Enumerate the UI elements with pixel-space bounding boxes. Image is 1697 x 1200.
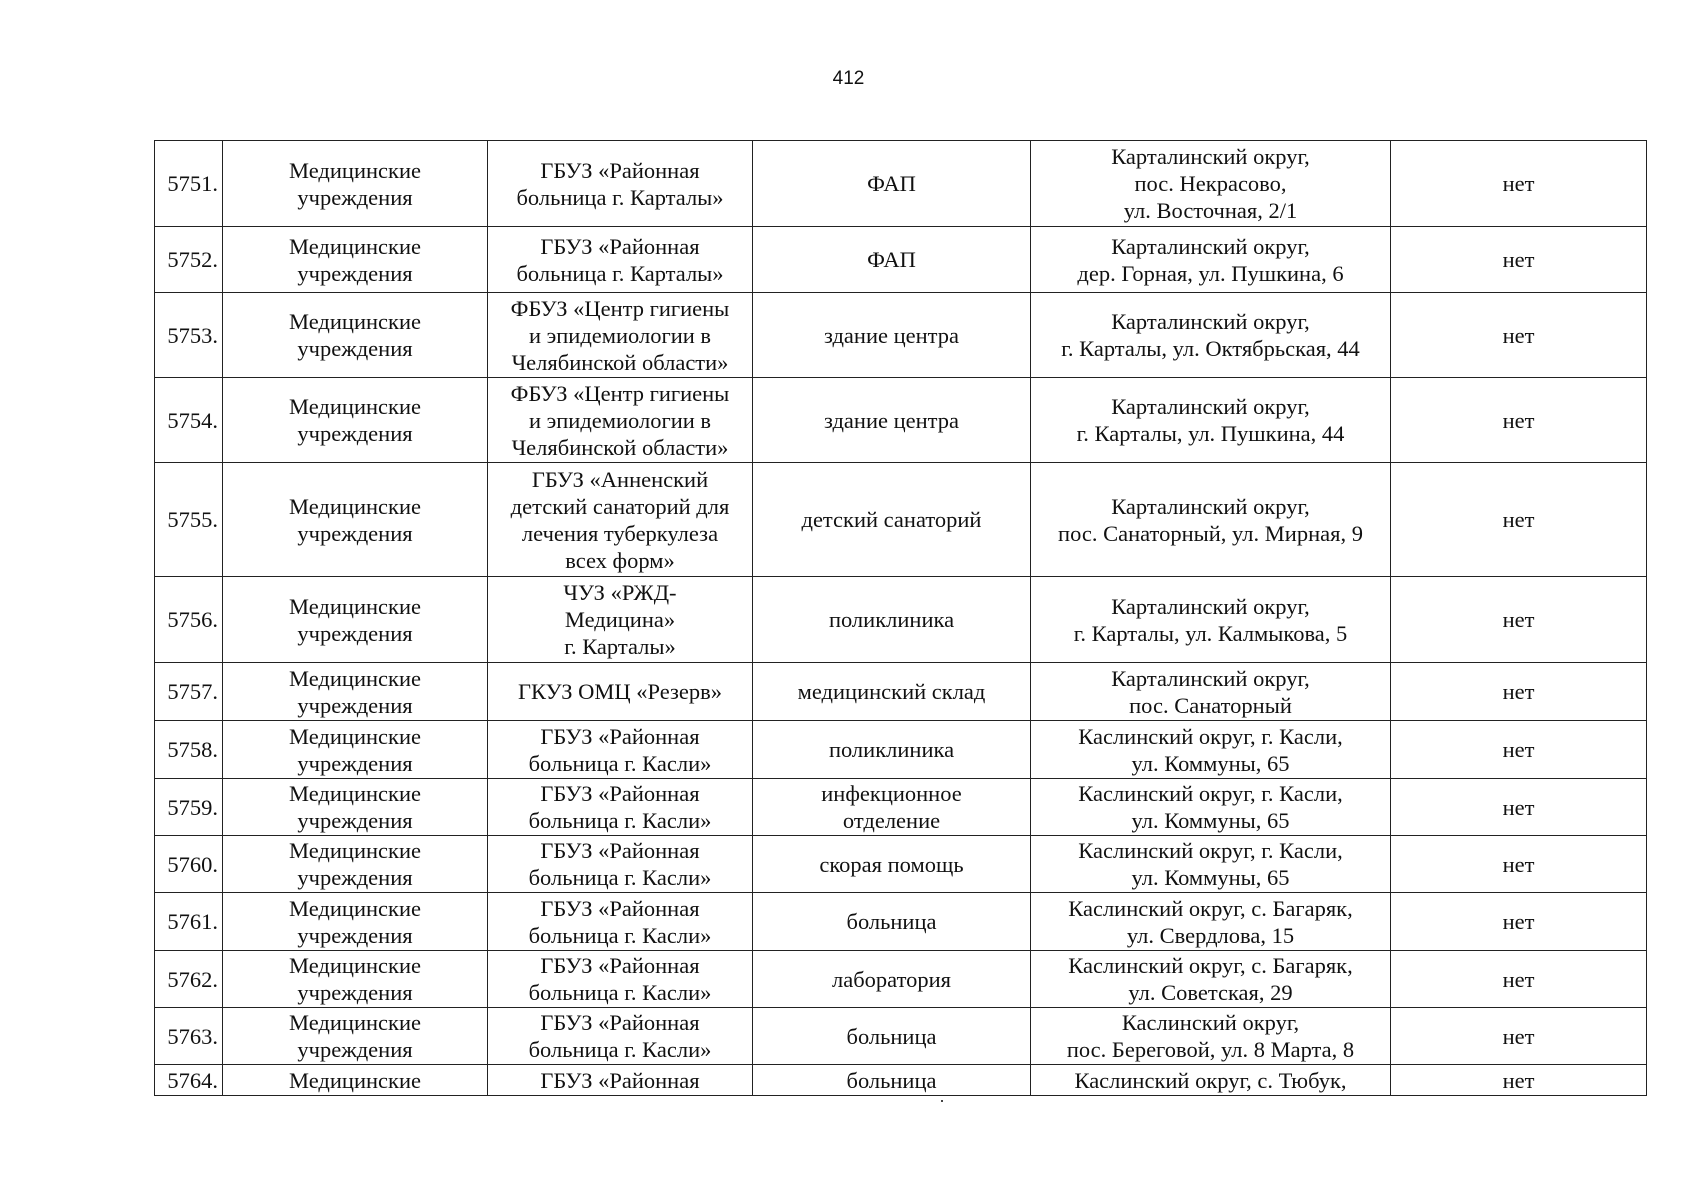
category-cell bbox=[223, 141, 488, 227]
row-number-cell bbox=[155, 1065, 223, 1096]
cell-line: Медицинские bbox=[289, 157, 421, 183]
status-cell bbox=[1391, 893, 1647, 951]
cell-line: Карталинский округ, bbox=[1111, 309, 1310, 334]
organization-cell bbox=[488, 663, 753, 721]
organization-cell bbox=[488, 1008, 753, 1065]
cell-line: учреждения bbox=[297, 336, 413, 361]
table-row bbox=[155, 293, 1647, 378]
cell-line: пос. Санаторный, ул. Мирная, 9 bbox=[1058, 520, 1363, 546]
cell-line: ГБУЗ «Районная bbox=[540, 1010, 700, 1035]
organization-cell bbox=[488, 378, 753, 463]
cell-line: и эпидемиологии в bbox=[528, 407, 712, 433]
organization-cell bbox=[488, 721, 753, 779]
cell-text: нет bbox=[1502, 794, 1535, 820]
category-cell bbox=[223, 893, 488, 951]
organization-cell bbox=[488, 463, 753, 577]
table-row bbox=[155, 463, 1647, 577]
cell-line: Медицинские bbox=[289, 1067, 421, 1093]
cell-line: ФАП bbox=[867, 247, 916, 272]
category-cell bbox=[223, 779, 488, 836]
cell-text: 5756. bbox=[167, 607, 218, 632]
object-type-cell bbox=[753, 951, 1031, 1008]
object-type-cell bbox=[753, 1065, 1031, 1096]
table-row bbox=[155, 378, 1647, 463]
row-number-cell bbox=[155, 836, 223, 893]
cell-line: Карталинский округ, bbox=[1111, 233, 1310, 259]
object-type-cell bbox=[753, 663, 1031, 721]
cell-line: ГБУЗ «Районная bbox=[540, 895, 700, 921]
cell-line: Карталинский округ, bbox=[1111, 593, 1310, 619]
cell-line: учреждения bbox=[297, 922, 413, 948]
cell-text: 5762. bbox=[167, 966, 218, 992]
cell-line: детский санаторий для bbox=[510, 493, 730, 519]
cell-line: ГБУЗ «Районная bbox=[540, 838, 700, 863]
cell-line: г. Карталы» bbox=[564, 634, 676, 659]
row-number-cell bbox=[155, 227, 223, 293]
cell-line: Каслинский округ, г. Касли, bbox=[1078, 723, 1343, 749]
table-row bbox=[155, 141, 1647, 227]
cell-line: ул. Коммуны, 65 bbox=[1131, 865, 1290, 890]
table-row bbox=[155, 836, 1647, 893]
cell-text: 5761. bbox=[167, 909, 218, 934]
cell-line: Челябинской области» bbox=[511, 349, 729, 375]
cell-line: здание центра bbox=[823, 407, 960, 433]
cell-line: больница bbox=[846, 1023, 937, 1049]
address-cell bbox=[1031, 463, 1391, 577]
address-cell bbox=[1031, 141, 1391, 227]
row-number-cell bbox=[155, 721, 223, 779]
cell-line: Медицинские bbox=[289, 665, 421, 691]
cell-line: пос. Береговой, ул. 8 Марта, 8 bbox=[1066, 1037, 1355, 1062]
cell-line: ГКУЗ ОМЦ «Резерв» bbox=[518, 679, 722, 704]
table-row bbox=[155, 1008, 1647, 1065]
cell-text: нет bbox=[1502, 507, 1535, 532]
status-cell bbox=[1391, 378, 1647, 463]
cell-line: Медицинские bbox=[289, 233, 421, 259]
scan-speck bbox=[941, 1100, 943, 1102]
cell-text: нет bbox=[1502, 679, 1535, 704]
address-cell bbox=[1031, 951, 1391, 1008]
cell-line: Медицинские bbox=[289, 1010, 421, 1035]
cell-line: и эпидемиологии в bbox=[528, 322, 712, 348]
category-cell bbox=[223, 577, 488, 663]
cell-line: ФБУЗ «Центр гигиены bbox=[510, 380, 730, 406]
category-cell bbox=[223, 463, 488, 577]
cell-line: г. Карталы, ул. Пушкина, 44 bbox=[1076, 421, 1345, 446]
cell-line: скорая помощь bbox=[819, 851, 964, 877]
cell-line: лечения туберкулеза bbox=[521, 520, 719, 546]
cell-text: нет bbox=[1502, 851, 1535, 877]
row-number-cell bbox=[155, 293, 223, 378]
cell-line: больница г. Касли» bbox=[528, 922, 712, 948]
registry-table bbox=[154, 140, 1647, 1096]
cell-line: учреждения bbox=[297, 520, 413, 546]
cell-line: Медицинские bbox=[289, 394, 421, 419]
cell-line: учреждения bbox=[297, 260, 413, 286]
status-cell bbox=[1391, 663, 1647, 721]
row-number-cell bbox=[155, 951, 223, 1008]
category-cell bbox=[223, 293, 488, 378]
address-cell bbox=[1031, 779, 1391, 836]
cell-line: Медицинские bbox=[289, 493, 421, 519]
organization-cell bbox=[488, 227, 753, 293]
cell-text: нет bbox=[1502, 247, 1535, 272]
cell-line: Карталинский округ, bbox=[1111, 493, 1310, 519]
table-row bbox=[155, 227, 1647, 293]
cell-line: Каслинский округ, с. Багаряк, bbox=[1068, 953, 1353, 978]
cell-line: пос. Некрасово, bbox=[1134, 171, 1287, 196]
cell-line: ГБУЗ «Районная bbox=[540, 1067, 700, 1093]
object-type-cell bbox=[753, 227, 1031, 293]
table-row bbox=[155, 893, 1647, 951]
cell-line: ФАП bbox=[867, 171, 916, 196]
cell-text: 5753. bbox=[167, 322, 218, 348]
status-cell bbox=[1391, 293, 1647, 378]
cell-line: г. Карталы, ул. Октябрьская, 44 bbox=[1061, 336, 1360, 361]
row-number-cell bbox=[155, 463, 223, 577]
table-row bbox=[155, 721, 1647, 779]
status-cell bbox=[1391, 836, 1647, 893]
cell-line: Медицинские bbox=[289, 723, 421, 749]
cell-line: Медицинские bbox=[289, 593, 421, 619]
cell-line: Каслинский округ, с. Багаряк, bbox=[1068, 895, 1353, 921]
cell-line: больница г. Касли» bbox=[528, 980, 712, 1005]
cell-text: нет bbox=[1502, 909, 1535, 934]
object-type-cell bbox=[753, 721, 1031, 779]
cell-line: ул. Коммуны, 65 bbox=[1131, 808, 1290, 833]
object-type-cell bbox=[753, 893, 1031, 951]
status-cell bbox=[1391, 463, 1647, 577]
cell-line: Медицинские bbox=[289, 953, 421, 978]
cell-line: ГБУЗ «Анненский bbox=[531, 466, 709, 492]
cell-line: здание центра bbox=[823, 322, 960, 348]
cell-text: нет bbox=[1502, 1067, 1535, 1093]
cell-line: больница bbox=[846, 909, 937, 934]
cell-text: нет bbox=[1502, 322, 1535, 348]
table-row bbox=[155, 951, 1647, 1008]
cell-line: больница г. Касли» bbox=[528, 1037, 712, 1062]
cell-text: 5757. bbox=[167, 679, 218, 704]
cell-text: нет bbox=[1502, 607, 1535, 632]
table-row bbox=[155, 1065, 1647, 1096]
row-number-cell bbox=[155, 378, 223, 463]
object-type-cell bbox=[753, 577, 1031, 663]
object-type-cell bbox=[753, 293, 1031, 378]
status-cell bbox=[1391, 141, 1647, 227]
object-type-cell bbox=[753, 141, 1031, 227]
organization-cell bbox=[488, 836, 753, 893]
cell-line: Медицина» bbox=[564, 607, 676, 632]
object-type-cell bbox=[753, 836, 1031, 893]
cell-line: Медицинские bbox=[289, 838, 421, 863]
cell-line: больница г. Касли» bbox=[528, 865, 712, 890]
cell-line: ГБУЗ «Районная bbox=[540, 781, 700, 806]
status-cell bbox=[1391, 1008, 1647, 1065]
object-type-cell bbox=[753, 779, 1031, 836]
cell-text: нет bbox=[1502, 737, 1535, 762]
cell-text: нет bbox=[1502, 966, 1535, 992]
cell-line: ул. Советская, 29 bbox=[1128, 980, 1293, 1005]
cell-line: Каслинский округ, с. Тюбук, bbox=[1074, 1067, 1347, 1093]
cell-line: учреждения bbox=[297, 421, 413, 446]
cell-line: поликлиника bbox=[828, 607, 955, 632]
cell-text: 5759. bbox=[167, 794, 218, 820]
table-row bbox=[155, 577, 1647, 663]
cell-line: Каслинский округ, г. Касли, bbox=[1078, 838, 1343, 863]
cell-line: учреждения bbox=[297, 750, 413, 776]
cell-line: ГБУЗ «Районная bbox=[540, 157, 700, 183]
cell-line: лаборатория bbox=[832, 966, 951, 992]
cell-line: больница г. Касли» bbox=[528, 808, 712, 833]
object-type-cell bbox=[753, 1008, 1031, 1065]
address-cell bbox=[1031, 893, 1391, 951]
cell-text: 5752. bbox=[167, 247, 218, 272]
cell-line: Каслинский округ, bbox=[1121, 1010, 1300, 1035]
category-cell bbox=[223, 1008, 488, 1065]
organization-cell bbox=[488, 1065, 753, 1096]
cell-line: г. Карталы, ул. Калмыкова, 5 bbox=[1073, 620, 1348, 646]
organization-cell bbox=[488, 141, 753, 227]
status-cell bbox=[1391, 779, 1647, 836]
cell-line: Медицинские bbox=[289, 781, 421, 806]
cell-line: ГБУЗ «Районная bbox=[540, 953, 700, 978]
row-number-cell bbox=[155, 893, 223, 951]
table-row bbox=[155, 779, 1647, 836]
category-cell bbox=[223, 1065, 488, 1096]
category-cell bbox=[223, 721, 488, 779]
cell-line: Челябинской области» bbox=[511, 434, 729, 460]
address-cell bbox=[1031, 1065, 1391, 1096]
cell-line: больница г. Карталы» bbox=[516, 184, 724, 210]
row-number-cell bbox=[155, 663, 223, 721]
category-cell bbox=[223, 378, 488, 463]
cell-line: дер. Горная, ул. Пушкина, 6 bbox=[1077, 260, 1344, 286]
cell-line: Карталинский округ, bbox=[1111, 394, 1310, 419]
cell-text: 5755. bbox=[167, 507, 218, 532]
cell-line: учреждения bbox=[297, 1037, 413, 1062]
cell-line: учреждения bbox=[297, 980, 413, 1005]
address-cell bbox=[1031, 663, 1391, 721]
row-number-cell bbox=[155, 141, 223, 227]
cell-line: ул. Коммуны, 65 bbox=[1131, 750, 1290, 776]
organization-cell bbox=[488, 293, 753, 378]
category-cell bbox=[223, 663, 488, 721]
cell-text: 5764. bbox=[167, 1067, 218, 1093]
cell-line: пос. Санаторный bbox=[1129, 692, 1292, 718]
address-cell bbox=[1031, 293, 1391, 378]
cell-line: инфекционное bbox=[821, 781, 962, 806]
address-cell bbox=[1031, 378, 1391, 463]
registry-table-body bbox=[155, 141, 1647, 1096]
cell-line: учреждения bbox=[297, 808, 413, 833]
cell-line: Карталинский округ, bbox=[1111, 144, 1310, 169]
cell-line: Карталинский округ, bbox=[1111, 665, 1310, 691]
cell-line: учреждения bbox=[297, 865, 413, 890]
cell-line: Медицинские bbox=[289, 895, 421, 921]
category-cell bbox=[223, 227, 488, 293]
cell-text: 5758. bbox=[167, 737, 218, 762]
cell-line: больница bbox=[846, 1067, 937, 1093]
object-type-cell bbox=[753, 378, 1031, 463]
address-cell bbox=[1031, 1008, 1391, 1065]
cell-line: больница г. Касли» bbox=[528, 750, 712, 776]
status-cell bbox=[1391, 227, 1647, 293]
cell-text: нет bbox=[1502, 171, 1535, 196]
category-cell bbox=[223, 951, 488, 1008]
row-number-cell bbox=[155, 1008, 223, 1065]
cell-line: поликлиника bbox=[828, 737, 955, 762]
cell-line: ул. Восточная, 2/1 bbox=[1123, 198, 1298, 223]
status-cell bbox=[1391, 1065, 1647, 1096]
cell-line: ГБУЗ «Районная bbox=[540, 723, 700, 749]
cell-line: больница г. Карталы» bbox=[516, 260, 724, 286]
address-cell bbox=[1031, 836, 1391, 893]
cell-text: нет bbox=[1502, 407, 1535, 433]
address-cell bbox=[1031, 577, 1391, 663]
row-number-cell bbox=[155, 577, 223, 663]
row-number-cell bbox=[155, 779, 223, 836]
object-type-cell bbox=[753, 463, 1031, 577]
organization-cell bbox=[488, 779, 753, 836]
cell-line: ГБУЗ «Районная bbox=[540, 233, 700, 259]
cell-text: 5754. bbox=[167, 407, 218, 433]
cell-line: всех форм» bbox=[565, 547, 675, 573]
page-number: 412 bbox=[832, 68, 865, 89]
cell-line: медицинский склад bbox=[797, 679, 986, 704]
cell-text: 5751. bbox=[167, 171, 218, 196]
cell-text: 5760. bbox=[167, 851, 218, 877]
status-cell bbox=[1391, 577, 1647, 663]
cell-line: учреждения bbox=[297, 184, 413, 210]
cell-line: учреждения bbox=[297, 692, 413, 718]
cell-text: нет bbox=[1502, 1023, 1535, 1049]
cell-line: Медицинские bbox=[289, 309, 421, 334]
status-cell bbox=[1391, 721, 1647, 779]
table-row bbox=[155, 663, 1647, 721]
status-cell bbox=[1391, 951, 1647, 1008]
address-cell bbox=[1031, 227, 1391, 293]
cell-line: учреждения bbox=[297, 620, 413, 646]
cell-line: Каслинский округ, г. Касли, bbox=[1078, 781, 1343, 806]
cell-text: 5763. bbox=[167, 1023, 218, 1049]
category-cell bbox=[223, 836, 488, 893]
organization-cell bbox=[488, 577, 753, 663]
organization-cell bbox=[488, 893, 753, 951]
organization-cell bbox=[488, 951, 753, 1008]
cell-line: отделение bbox=[842, 808, 941, 833]
cell-line: ул. Свердлова, 15 bbox=[1126, 922, 1295, 948]
cell-line: ФБУЗ «Центр гигиены bbox=[510, 295, 730, 321]
address-cell bbox=[1031, 721, 1391, 779]
cell-line: ЧУЗ «РЖД- bbox=[563, 580, 677, 605]
cell-line: детский санаторий bbox=[801, 507, 982, 532]
